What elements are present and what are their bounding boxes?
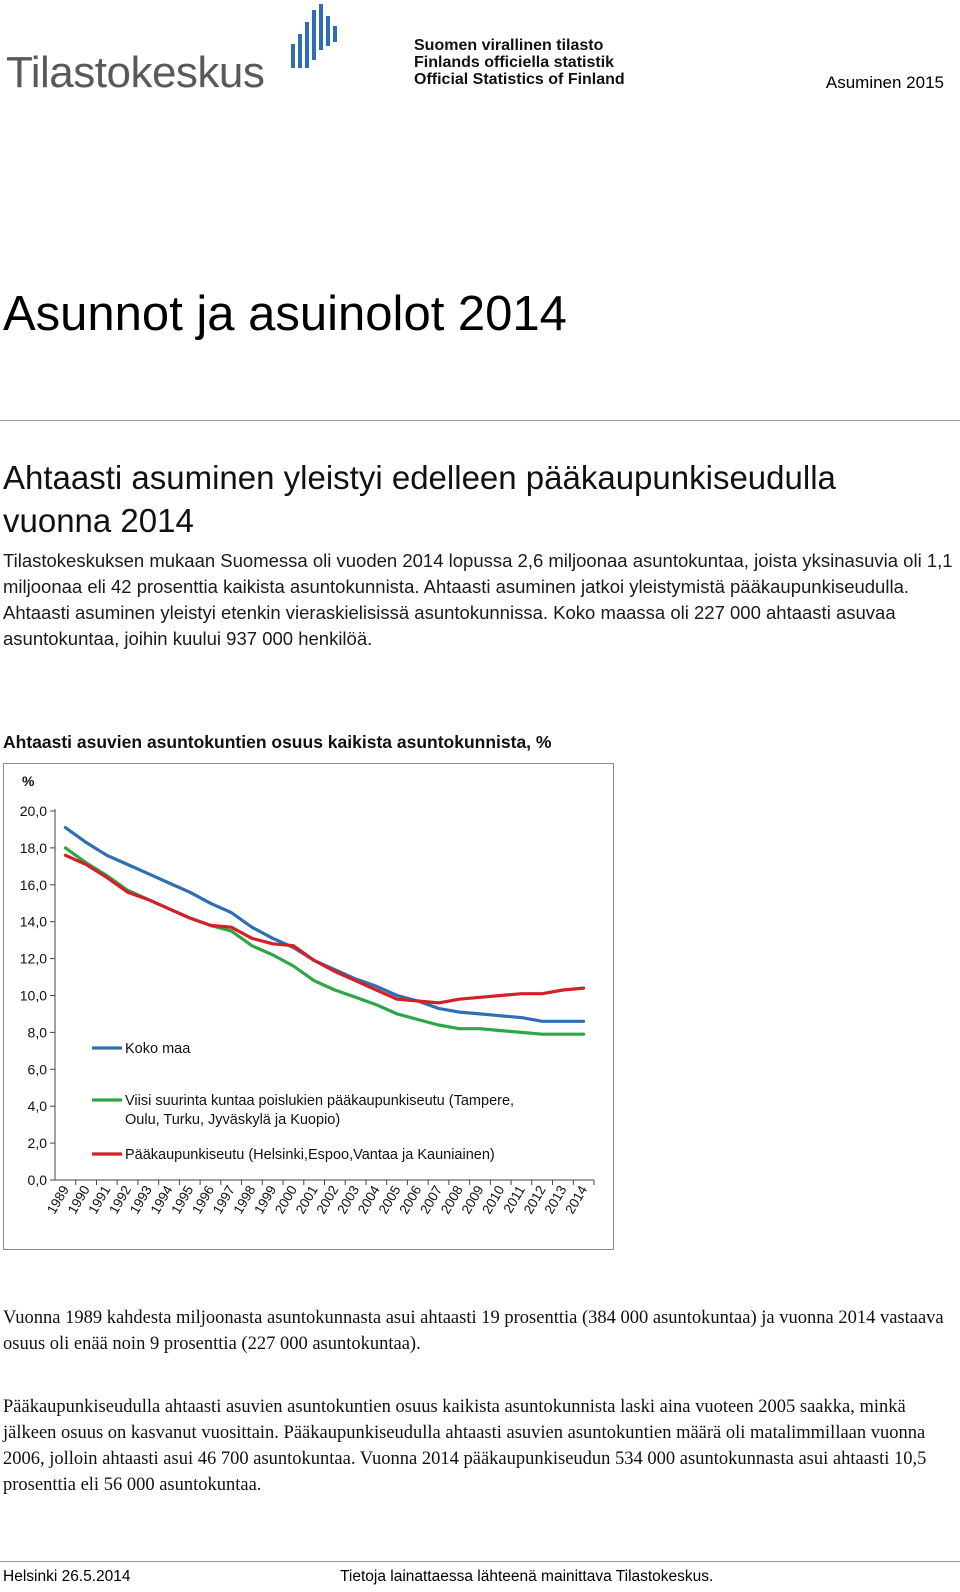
footer-citation: Tietoja lainattaessa lähteenä mainittava Tilastokeskus. <box>340 1568 714 1585</box>
legend-label-3: Pääkaupunkiseutu (Helsinki,Espoo,Vantaa ja Kauniainen) <box>125 1147 495 1163</box>
line-chart <box>3 763 614 1250</box>
x-tick-label: 1992 <box>106 1183 135 1217</box>
x-tick-label: 2003 <box>334 1183 363 1217</box>
y-tick-label: 2,0 <box>27 1135 47 1152</box>
x-tick-label: 1999 <box>251 1183 280 1217</box>
x-tick-label: 2008 <box>437 1183 466 1217</box>
x-tick-label: 1991 <box>85 1183 114 1217</box>
x-tick-label: 1989 <box>43 1183 72 1217</box>
headline: Ahtaasti asuminen yleistyi edelleen pääkaupunkiseudulla vuonna 2014 <box>3 459 836 539</box>
series-line-1 <box>65 828 583 1022</box>
series-line-2 <box>65 848 583 1034</box>
x-tick-label: 2010 <box>479 1183 508 1217</box>
y-tick-label: 6,0 <box>27 1061 47 1078</box>
x-tick-label: 2011 <box>500 1183 529 1216</box>
x-tick-label: 2001 <box>292 1183 321 1217</box>
y-tick-label: 4,0 <box>27 1098 47 1115</box>
x-tick-label: 2005 <box>375 1183 404 1217</box>
publication-name: Asuminen 2015 <box>825 73 944 92</box>
y-tick-label: 12,0 <box>19 950 47 967</box>
x-tick-label: 1997 <box>209 1183 238 1217</box>
x-tick-label: 2013 <box>541 1183 570 1217</box>
series-line-3 <box>65 855 583 1003</box>
divider <box>0 420 960 421</box>
legend-label-1: Koko maa <box>125 1041 191 1057</box>
x-tick-label: 2007 <box>417 1183 446 1217</box>
tilastokeskus-logo <box>6 4 341 96</box>
x-tick-label: 2006 <box>396 1183 425 1217</box>
official-line-sv: Finlands officiella statistik <box>414 54 615 71</box>
logo-wordmark: Tilastokeskus <box>6 48 265 97</box>
y-tick-label: 20,0 <box>19 803 47 819</box>
y-tick-label: 0,0 <box>27 1172 47 1188</box>
footer-date: Helsinki 26.5.2014 <box>3 1568 131 1585</box>
x-tick-label: 1998 <box>230 1183 259 1217</box>
x-tick-label: 1995 <box>168 1183 197 1217</box>
y-tick-label: 8,0 <box>27 1024 47 1041</box>
body-paragraph-1: Vuonna 1989 kahdesta miljoonasta asuntokunnasta asui ahtaasti 19 prosenttia (384 000 asuntokuntaa) ja vuonna 2014 vastaava osuus oli enää noin 9 prosenttia (227 000 asuntokuntaa). <box>3 1308 944 1354</box>
y-tick-label: 16,0 <box>19 876 47 893</box>
legend-label-2: Oulu, Turku, Jyväskylä ja Kuopio) <box>125 1112 341 1128</box>
chart-canvas <box>4 764 613 1249</box>
logo-bars-icon <box>291 4 341 68</box>
y-unit-label: % <box>22 773 35 789</box>
lead-paragraph: Tilastokeskuksen mukaan Suomessa oli vuoden 2014 lopussa 2,6 miljoonaa asuntokuntaa, joista yksinasuvia oli 1,1 miljoonaa eli 42 prosenttia kaikista asuntokunnista. Ahtaasti asuminen jatkoi yleistymistä pääkaupunkiseudulla. Ahtaasti asuminen yleistyi etenkin vieraskielisissä asuntokunnissa. Koko maassa oli 227 000 ahtaasti asuvaa asuntokuntaa, joihin kuului 937 000 henkilöä. <box>3 550 953 649</box>
x-tick-label: 2004 <box>354 1183 383 1217</box>
x-tick-label: 2012 <box>520 1183 549 1217</box>
x-tick-label: 1993 <box>126 1183 155 1217</box>
x-tick-label: 2009 <box>458 1183 487 1217</box>
y-tick-label: 14,0 <box>19 913 47 930</box>
chart-title: Ahtaasti asuvien asuntokuntien osuus kaikista asuntokunnista, % <box>3 732 552 752</box>
y-tick-label: 18,0 <box>19 839 47 856</box>
body-paragraph-2: Pääkaupunkiseudulla ahtaasti asuvien asuntokuntien osuus kaikista asuntokunnista laski aina vuoteen 2005 saakka, minkä jälkeen osuus on kasvanut vuosittain. Pääkaupunkiseudulla ahtaasti asuvien asuntokuntien määrä oli matalimmillaan vuonna 2006, jolloin ahtaasti asui 46 700 asuntokuntaa. Vuonna 2014 pääkaupunkiseudun 534 000 asuntokunnasta asui ahtaasti 10,5 prosenttia eli 56 000 asuntokuntaa. <box>3 1397 927 1495</box>
official-line-fi: Suomen virallinen tilasto <box>414 37 604 54</box>
footer-divider <box>0 1561 960 1562</box>
x-tick-label: 2000 <box>271 1183 301 1217</box>
legend-label-2: Viisi suurinta kuntaa poislukien pääkaupunkiseutu (Tampere, <box>125 1093 515 1109</box>
page-title: Asunnot ja asuinolot 2014 <box>3 287 567 341</box>
y-tick-label: 10,0 <box>19 987 47 1004</box>
x-tick-label: 1994 <box>147 1183 176 1217</box>
x-tick-label: 2014 <box>562 1183 591 1217</box>
x-tick-label: 1996 <box>189 1183 218 1217</box>
official-line-en: Official Statistics of Finland <box>414 71 625 88</box>
x-tick-label: 2002 <box>313 1183 342 1217</box>
x-tick-label: 1990 <box>64 1183 93 1217</box>
official-statistics-label <box>414 37 625 88</box>
